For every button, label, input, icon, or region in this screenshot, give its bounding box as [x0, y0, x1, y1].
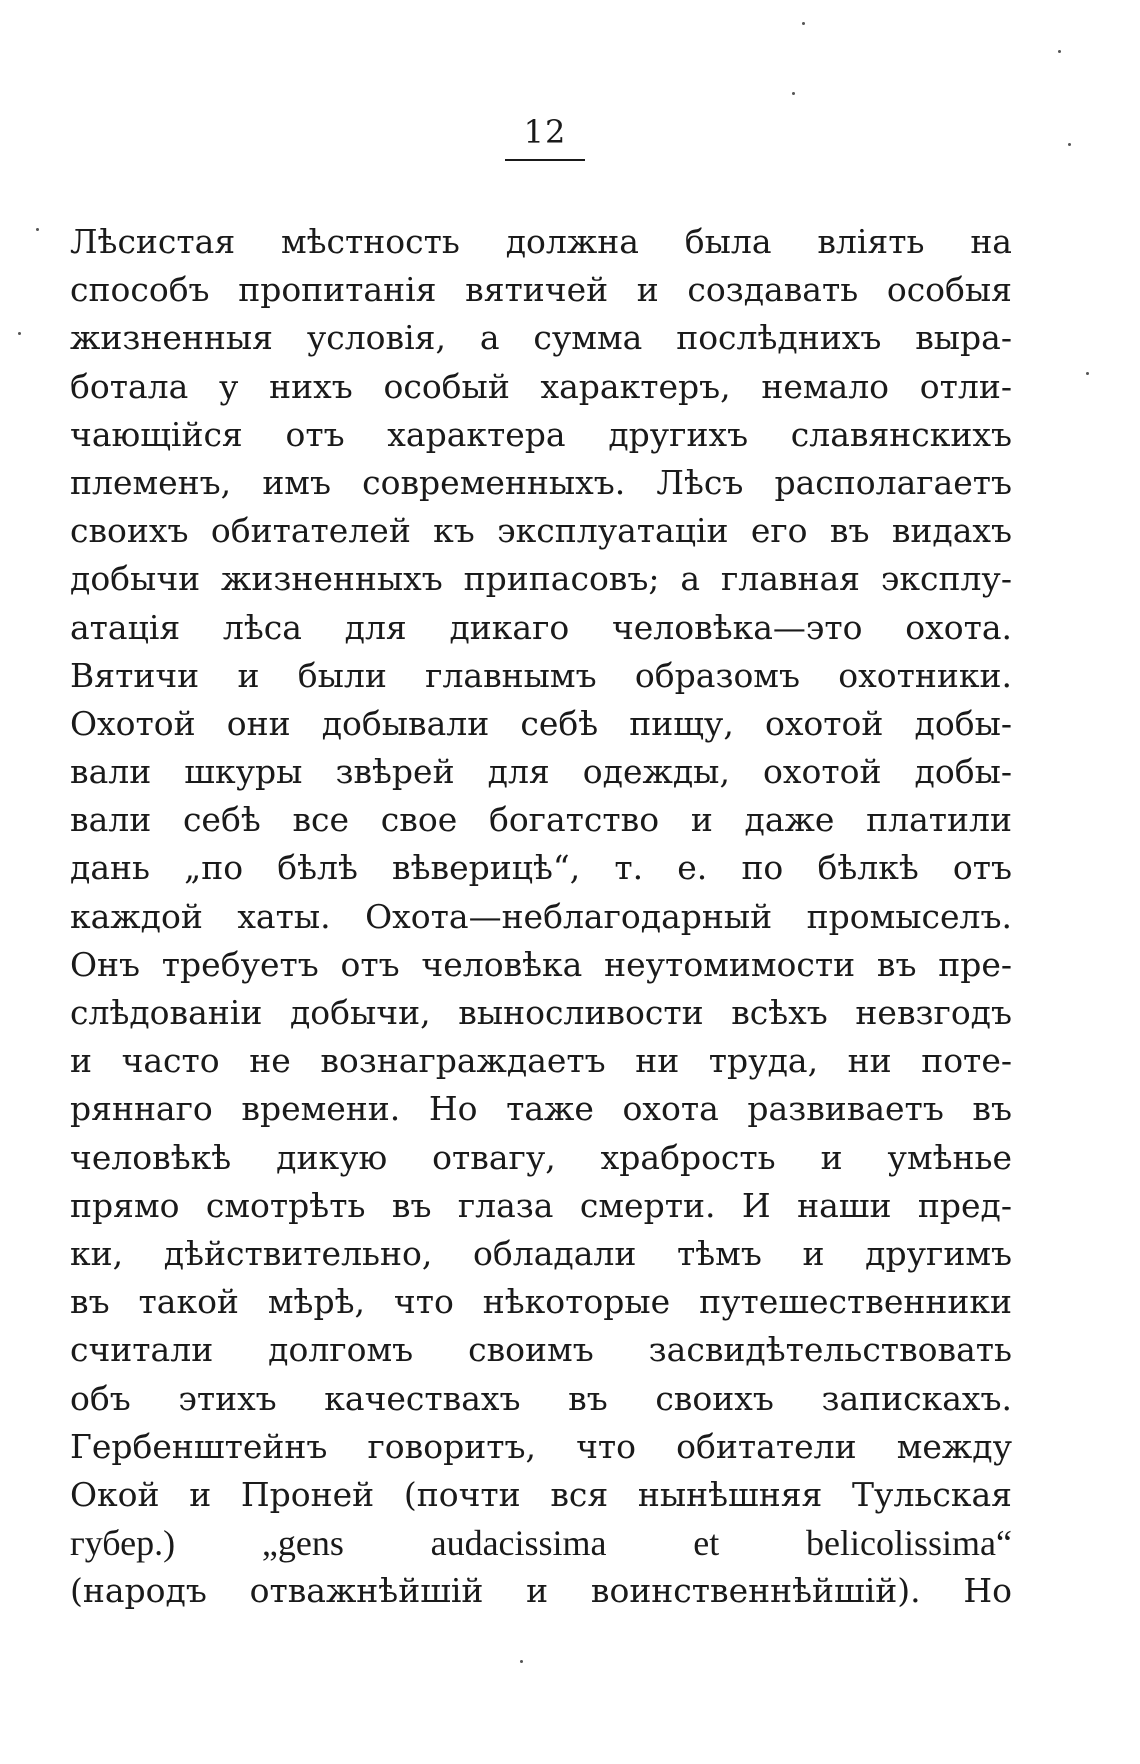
- text-line: Лѣсистая мѣстность должна была влiять на: [70, 222, 1012, 261]
- text-line: и часто не вознаграждаетъ ни труда, ни поте-: [70, 1041, 1012, 1081]
- text-line: Гербенштейнъ говоритъ, что обитатели между: [70, 1426, 1012, 1466]
- scan-speck: [1086, 372, 1089, 375]
- text-line: Окой и Проней (почти вся нынѣшняя Тульская: [70, 1474, 1012, 1514]
- text-line: ряннаго времени. Но таже охота развиваетъ въ: [70, 1089, 1012, 1129]
- text-line: въ такой мѣрѣ, что нѣкоторые путешественники: [70, 1282, 1012, 1322]
- scan-speck: [802, 22, 805, 25]
- text-line: объ этихъ качествахъ въ своихъ запискахъ.: [70, 1378, 1012, 1418]
- text-line: племенъ, имъ современныхъ. Лѣсъ располагаетъ: [70, 462, 1012, 502]
- text-line: жизненныя условiя, а сумма послѣднихъ выра-: [70, 318, 1012, 358]
- text-line: вали себѣ все свое богатство и даже платили: [70, 800, 1012, 840]
- text-line: своихъ обитателей къ эксплуатацiи его въ видахъ: [70, 511, 1012, 551]
- text-line: атацiя лѣса для дикаго человѣка—это охота.: [70, 607, 1012, 647]
- text-line: каждой хаты. Охота—неблагодарный промыселъ.: [70, 896, 1012, 936]
- page-number-underline: [505, 159, 585, 161]
- text-line: Онъ требуетъ отъ человѣка неутомимости въ пре-: [70, 944, 1012, 984]
- text-line: дань „по бѣлѣ вѣверицѣ“, т. е. по бѣлкѣ отъ: [70, 848, 1012, 888]
- text-line: губер.) „gens audacissima et belicolissima“: [70, 1523, 1012, 1564]
- body-text: [70, 218, 1012, 1615]
- page-number: 12: [523, 113, 567, 151]
- text-line: прямо смотрѣть въ глаза смерти. И наши пред-: [70, 1185, 1012, 1225]
- scan-speck: [18, 332, 21, 335]
- text-line: слѣдованiи добычи, выносливости всѣхъ невзгодъ: [70, 993, 1012, 1032]
- text-line: способъ пропитанiя вятичей и создавать особыя: [70, 270, 1012, 310]
- text-line: ки, дѣйствительно, обладали тѣмъ и другимъ: [70, 1233, 1012, 1273]
- scan-speck: [36, 228, 39, 231]
- text-line: человѣкѣ дикую отвагу, храбрость и умѣнье: [70, 1137, 1012, 1177]
- text-line: (народъ отважнѣйшiй и воинственнѣйшiй). Но: [70, 1571, 1012, 1611]
- text-line: ботала у нихъ особый характеръ, немало отли-: [70, 366, 1012, 406]
- text-line: чающiйся отъ характера другихъ славянскихъ: [70, 414, 1012, 454]
- scan-speck: [520, 1660, 523, 1663]
- scan-speck: [792, 92, 795, 95]
- text-line: добычи жизненныхъ припасовъ; а главная эксплу-: [70, 559, 1012, 599]
- text-line: Охотой они добывали себѣ пищу, охотой добы-: [70, 703, 1012, 743]
- scan-speck: [1068, 143, 1071, 146]
- text-line: считали долгомъ своимъ засвидѣтельствовать: [70, 1330, 1012, 1370]
- scan-speck: [1058, 50, 1061, 53]
- text-line: вали шкуры звѣрей для одежды, охотой добы-: [70, 752, 1012, 792]
- text-line: Вятичи и были главнымъ образомъ охотники.: [70, 655, 1012, 695]
